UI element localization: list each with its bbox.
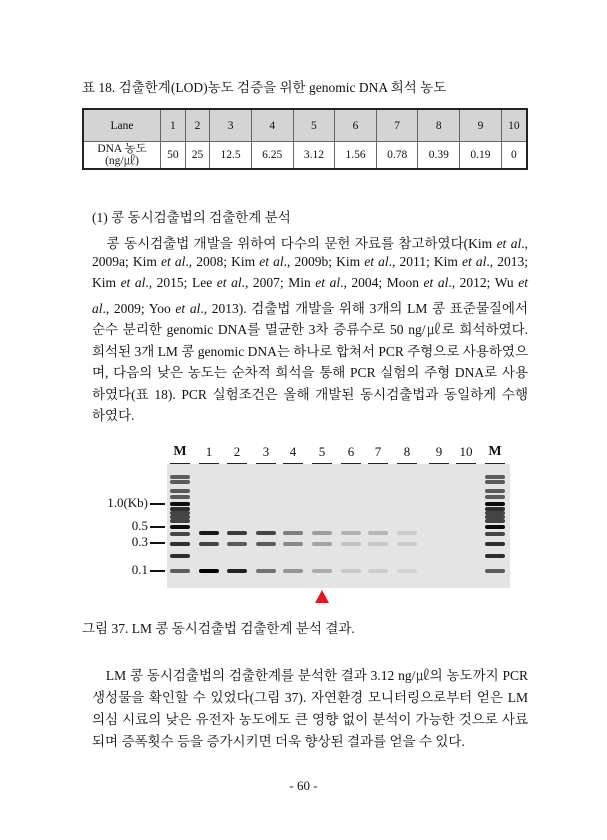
lane-label: 1: [205, 444, 213, 459]
lane-underline: [368, 463, 388, 464]
text-line: [92, 708, 528, 726]
text-segment: 하였다.: [92, 408, 135, 423]
size-marker-tick: [150, 570, 165, 572]
text-segment: 생성물을 확인할 수 있었다(그림 37). 자연환경 모니터링으로부터 얻은 LM: [92, 690, 528, 705]
header-cell: 3: [210, 109, 252, 142]
text-segment: ., 2015; Lee: [145, 275, 217, 290]
gel-band: [485, 495, 505, 499]
text-segment: ., 2012; Wu: [448, 275, 519, 290]
gel-band: [170, 554, 190, 558]
lane-label: M: [488, 444, 502, 459]
gel-band: [256, 531, 276, 535]
lane-underline: [341, 463, 361, 464]
table-cell: 12.5: [210, 142, 252, 170]
italic-text: et: [518, 275, 528, 290]
table-cell: 50: [161, 142, 186, 170]
gel-band: [368, 531, 388, 535]
gel-band: [227, 569, 247, 573]
gel-band: [341, 542, 361, 546]
text-segment: Kim: [92, 275, 121, 290]
table-cell: 3.12: [293, 142, 335, 170]
gel-band: [256, 569, 276, 573]
text-segment: ., 2013;: [486, 253, 528, 269]
lane-underline: [312, 463, 332, 464]
gel-band: [170, 519, 190, 523]
gel-band: [283, 569, 303, 573]
gel-band: [485, 532, 505, 536]
row-label-unit: (ng/㎕): [105, 155, 139, 167]
table-cell: 0.39: [418, 142, 460, 170]
header-cell: 10: [501, 109, 527, 142]
size-marker-label: 1.0(Kb): [107, 495, 148, 510]
figure-caption: 그림 37. LM 콩 동시검출법 검출한계 분석 결과.: [82, 621, 355, 636]
size-marker-tick: [150, 503, 165, 505]
italic-text: et al: [120, 275, 146, 290]
gel-band: [170, 532, 190, 536]
gel-band: [170, 475, 190, 479]
lane-label: 4: [289, 444, 297, 459]
lane-underline: [256, 463, 276, 464]
text-line: [92, 275, 528, 293]
header-cell: 1: [161, 109, 186, 142]
lane-label: 8: [403, 444, 411, 459]
header-cell: 2: [185, 109, 210, 142]
lod-dilution-table: [82, 108, 528, 170]
gel-band: [485, 542, 505, 546]
text-segment: 콩 동시검출법 개발을 위하여 다수의 문헌 자료를 참고하였다(Kim: [92, 236, 497, 251]
header-cell: Lane: [83, 109, 161, 142]
text-segment: ., 2004; Moon: [340, 275, 424, 290]
gel-band: [485, 489, 505, 493]
size-marker-tick: [150, 526, 165, 528]
gel-band: [170, 489, 190, 493]
text-segment: .,: [521, 236, 528, 251]
text-segment: ., 2007; Min: [241, 275, 316, 290]
lane-label: 6: [347, 444, 355, 459]
row-label-line: DNA 농도: [97, 143, 147, 155]
table-cell: 1.56: [335, 142, 377, 170]
section-heading: (1) 콩 동시검출법의 검출한계 분석: [92, 210, 291, 225]
gel-image: [167, 464, 510, 588]
italic-text: et al: [161, 253, 186, 269]
gel-band: [256, 542, 276, 546]
gel-band: [227, 531, 247, 535]
gel-band: [312, 531, 332, 535]
size-marker-label: 0.3: [131, 534, 148, 549]
italic-text: et al: [259, 253, 284, 269]
size-marker-tick: [150, 542, 165, 544]
lane-underline: [456, 463, 476, 464]
italic-text: et al: [423, 275, 449, 290]
gel-band: [397, 531, 417, 535]
gel-band: [341, 531, 361, 535]
row-label: [83, 142, 161, 170]
lane-label: 2: [233, 444, 241, 459]
gel-band: [170, 525, 190, 529]
italic-text: et al: [175, 300, 201, 316]
italic-text: et al: [315, 275, 341, 290]
lane-underline: [397, 463, 417, 464]
header-cell: 4: [251, 109, 293, 142]
text-segment: 되며 증폭횟수 등을 증가시키면 더욱 향상된 결과를 얻을 수 있다.: [92, 734, 465, 749]
gel-band: [170, 569, 190, 573]
text-line: [92, 361, 528, 379]
italic-text: et al: [462, 253, 487, 269]
header-cell: 8: [418, 109, 460, 142]
gel-band: [227, 542, 247, 546]
text-segment: 며, 다음의 낮은 농도는 순차적 희석을 통해 PCR 실험의 주형 DNA로 사용: [92, 365, 528, 380]
text-segment: ., 2009; Yoo: [102, 300, 176, 316]
lane-underline: [429, 463, 449, 464]
text-segment: 순수 분리한 genomic DNA를 멸균한 3차 증류수로 50 ng/㎕로 희석하였다.: [92, 322, 528, 337]
lane-underline: [283, 463, 303, 464]
size-marker-label: 0.1: [131, 562, 148, 577]
text-segment: LM 콩 동시검출법의 검출한계를 분석한 결과 3.12 ng/㎕의 농도까지 PCR: [92, 668, 528, 683]
gel-band: [485, 519, 505, 523]
text-segment: 하였다(표 18). PCR 실험조건은 올해 개발된 동시검출법과 동일하게 수행: [92, 386, 528, 402]
text-line: [92, 404, 528, 422]
header-cell: 9: [460, 109, 502, 142]
italic-text: al: [92, 300, 103, 316]
gel-band: [170, 495, 190, 499]
gel-band: [368, 569, 388, 573]
text-segment: ., 2011; Kim: [388, 253, 462, 269]
text-segment: ., 2008; Kim: [185, 253, 260, 269]
gel-band: [485, 525, 505, 529]
lane-label: 9: [435, 444, 443, 459]
table-header-row: [83, 109, 527, 142]
table-cell: 0.78: [376, 142, 418, 170]
lane-label: 10: [459, 444, 473, 459]
text-line: [92, 254, 528, 272]
gel-band: [368, 542, 388, 546]
lane-underline: [170, 463, 190, 464]
header-cell: 5: [293, 109, 335, 142]
table-cell: 0.19: [460, 142, 502, 170]
text-line: [92, 686, 528, 704]
gel-band: [341, 569, 361, 573]
lane-underline: [199, 463, 219, 464]
gel-band: [312, 569, 332, 573]
gel-band: [397, 542, 417, 546]
text-line: [92, 383, 528, 401]
lane-label: 3: [262, 444, 270, 459]
text-segment: ., 2009b; Kim: [283, 253, 365, 269]
text-line: [92, 340, 528, 358]
gel-band: [170, 480, 190, 484]
text-segment: ., 2013). 검출법 개발을 위해 3개의 LM 콩 표준물질에서: [200, 300, 528, 316]
text-segment: 의심 시료의 낮은 유전자 농도에도 큰 영향 없이 분석이 가능한 것으로 사료: [92, 712, 528, 727]
text-segment: 2009a; Kim: [92, 253, 161, 269]
italic-text: et al: [364, 253, 389, 269]
lane-label: M: [173, 444, 187, 459]
table-row: [83, 142, 527, 170]
table-cell: 6.25: [251, 142, 293, 170]
table-title: 표 18. 검출한계(LOD)농도 검증을 위한 genomic DNA 희석 농도: [82, 80, 447, 95]
text-line: [92, 318, 528, 336]
lane-underline: [227, 463, 247, 464]
lane-underline: [485, 463, 505, 464]
gel-band: [170, 502, 190, 506]
gel-band: [485, 569, 505, 573]
gel-band: [397, 569, 417, 573]
text-line: [92, 232, 528, 250]
gel-band: [170, 542, 190, 546]
gel-band: [485, 475, 505, 479]
table-cell: 0: [501, 142, 527, 170]
gel-band: [199, 531, 219, 535]
text-line: [92, 297, 528, 315]
page-number: - 60 -: [289, 778, 318, 793]
gel-band: [485, 502, 505, 506]
italic-text: et al: [216, 275, 242, 290]
gel-band: [199, 569, 219, 573]
detection-limit-arrow-icon: [315, 590, 329, 603]
italic-text: et al: [496, 236, 522, 251]
lane-label: 7: [374, 444, 382, 459]
table-cell: 25: [185, 142, 210, 170]
text-line: [92, 730, 528, 748]
gel-band: [199, 542, 219, 546]
gel-band: [283, 542, 303, 546]
gel-band: [283, 531, 303, 535]
lane-label: 5: [318, 444, 326, 459]
header-cell: 6: [335, 109, 377, 142]
gel-band: [485, 480, 505, 484]
text-segment: 희석된 3개 LM 콩 genomic DNA는 하나로 합쳐서 PCR 주형으로 사용하였으: [92, 343, 528, 359]
gel-band: [312, 542, 332, 546]
header-cell: 7: [376, 109, 418, 142]
gel-band: [485, 554, 505, 558]
text-line: [92, 664, 528, 682]
size-marker-label: 0.5: [131, 518, 148, 533]
